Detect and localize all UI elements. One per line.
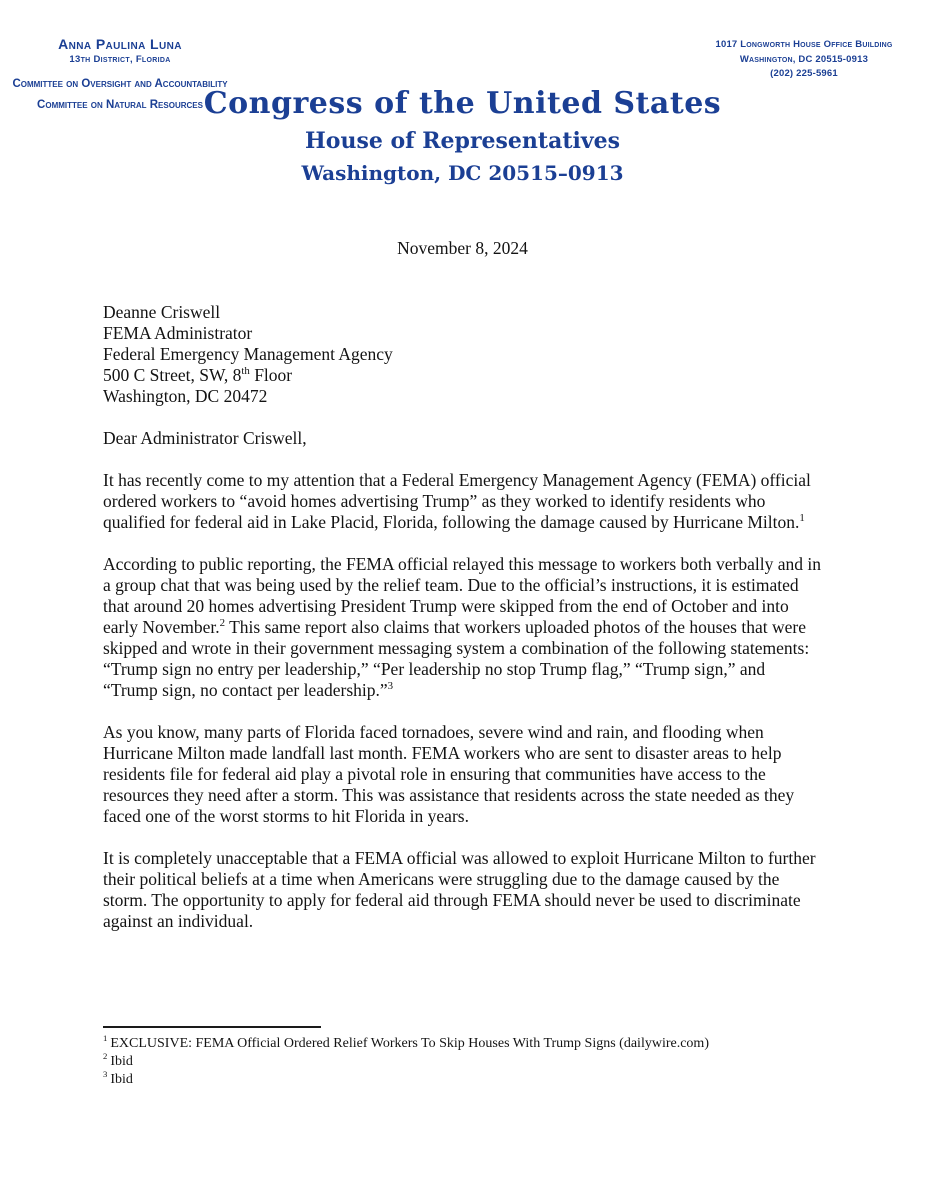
recipient-city: Washington, DC 20472 (103, 386, 268, 406)
letterhead (0, 0, 925, 198)
paragraph-text: It is completely unacceptable that a FEMA official was allowed to exploit Hurricane Milton to further their political beliefs at a time when Americans were struggling due to the damage caused by the storm. The opportunity to apply for federal aid through FEMA should never be used to discriminate against an individual. (103, 848, 816, 931)
footnote-separator (103, 1026, 321, 1028)
footnote-text: Ibid (110, 1072, 133, 1087)
body-paragraph-2 (103, 554, 821, 701)
paragraph-text: According to public reporting, the FEMA official relayed this message to workers both verbally and in a group chat that was being used by the relief team. Due to the official’s instructions, it is estimated that around 20 homes advertising President Trump were skipped from the end of October and into early November. (103, 554, 821, 637)
committee-natural-resources: Committee on Natural Resources (37, 98, 203, 111)
letter-body (103, 302, 821, 932)
recipient-agency: Federal Emergency Management Agency (103, 344, 393, 364)
footnote-text: Ibid (110, 1054, 133, 1069)
footnotes-block (103, 1026, 821, 1089)
footnote-text: EXCLUSIVE: FEMA Official Ordered Relief Workers To Skip Houses With Trump Signs (dailywire.com) (110, 1036, 709, 1051)
recipient-street-post: Floor (249, 365, 293, 385)
recipient-street-pre: 500 C Street, SW, 8 (103, 365, 242, 385)
footnote-ref-2: 2 (219, 617, 226, 630)
footnote-number: 3 (103, 1069, 108, 1080)
footnote-ref-1: 1 (799, 512, 805, 525)
body-paragraph-1 (103, 470, 821, 533)
footnote-3 (103, 1071, 821, 1089)
office-address-line1: 1017 Longworth House Office Building (715, 39, 893, 50)
footnote-number: 1 (103, 1033, 108, 1044)
body-paragraph-3 (103, 722, 821, 827)
letter-date: November 8, 2024 (397, 238, 528, 258)
ordinal-suffix: th (241, 365, 250, 378)
office-phone: (202) 225-5961 (770, 68, 838, 80)
paragraph-text: It has recently come to my attention that a Federal Emergency Management Agency (FEMA) official ordered workers to “avoid homes advertising Trump” as they worked to identify residents who qualified for federal aid in Lake Placid, Florida, following the damage caused by Hurricane Milton. (103, 470, 811, 532)
member-district: 13th District, Florida (69, 54, 171, 65)
masthead (0, 86, 925, 185)
paragraph-text: This same report also claims that workers uploaded photos of the houses that were skipped and wrote in their government messaging system a combination of the following statements: “Trump sign no entry per leadership,” “Per leadership no stop Trump flag,” “Trump sign,” and “Trump sign, no contact per leadership.” (103, 617, 810, 700)
recipient-name: Deanne Criswell (103, 302, 221, 322)
recipient-block (103, 302, 821, 407)
recipient-title: FEMA Administrator (103, 323, 253, 343)
member-name: Anna Paulina Luna (58, 36, 182, 52)
masthead-address: Washington, DC 20515–0913 (301, 161, 624, 185)
masthead-subtitle: House of Representatives (304, 128, 621, 154)
masthead-title: Congress of the United States (203, 86, 722, 121)
paragraph-text: As you know, many parts of Florida faced tornadoes, severe wind and rain, and flooding when Hurricane Milton made landfall last month. FEMA workers who are sent to disaster areas to help residents file for federal aid play a pivotal role in ensuring that communities have access to the resources they need after a storm. This was assistance that residents across the state needed as they faced one of the worst storms to hit Florida in years. (103, 722, 795, 826)
body-paragraph-4 (103, 848, 821, 932)
footnote-number: 2 (103, 1051, 108, 1062)
footnote-2 (103, 1053, 821, 1071)
footnote-1 (103, 1035, 821, 1053)
office-address-block (699, 38, 909, 82)
recipient-street-address (103, 365, 821, 386)
salutation: Dear Administrator Criswell, (103, 428, 307, 448)
footnote-ref-3: 3 (387, 680, 394, 693)
office-address-line2: Washington, DC 20515-0913 (739, 53, 869, 65)
committee-oversight: Committee on Oversight and Accountability (12, 78, 228, 90)
